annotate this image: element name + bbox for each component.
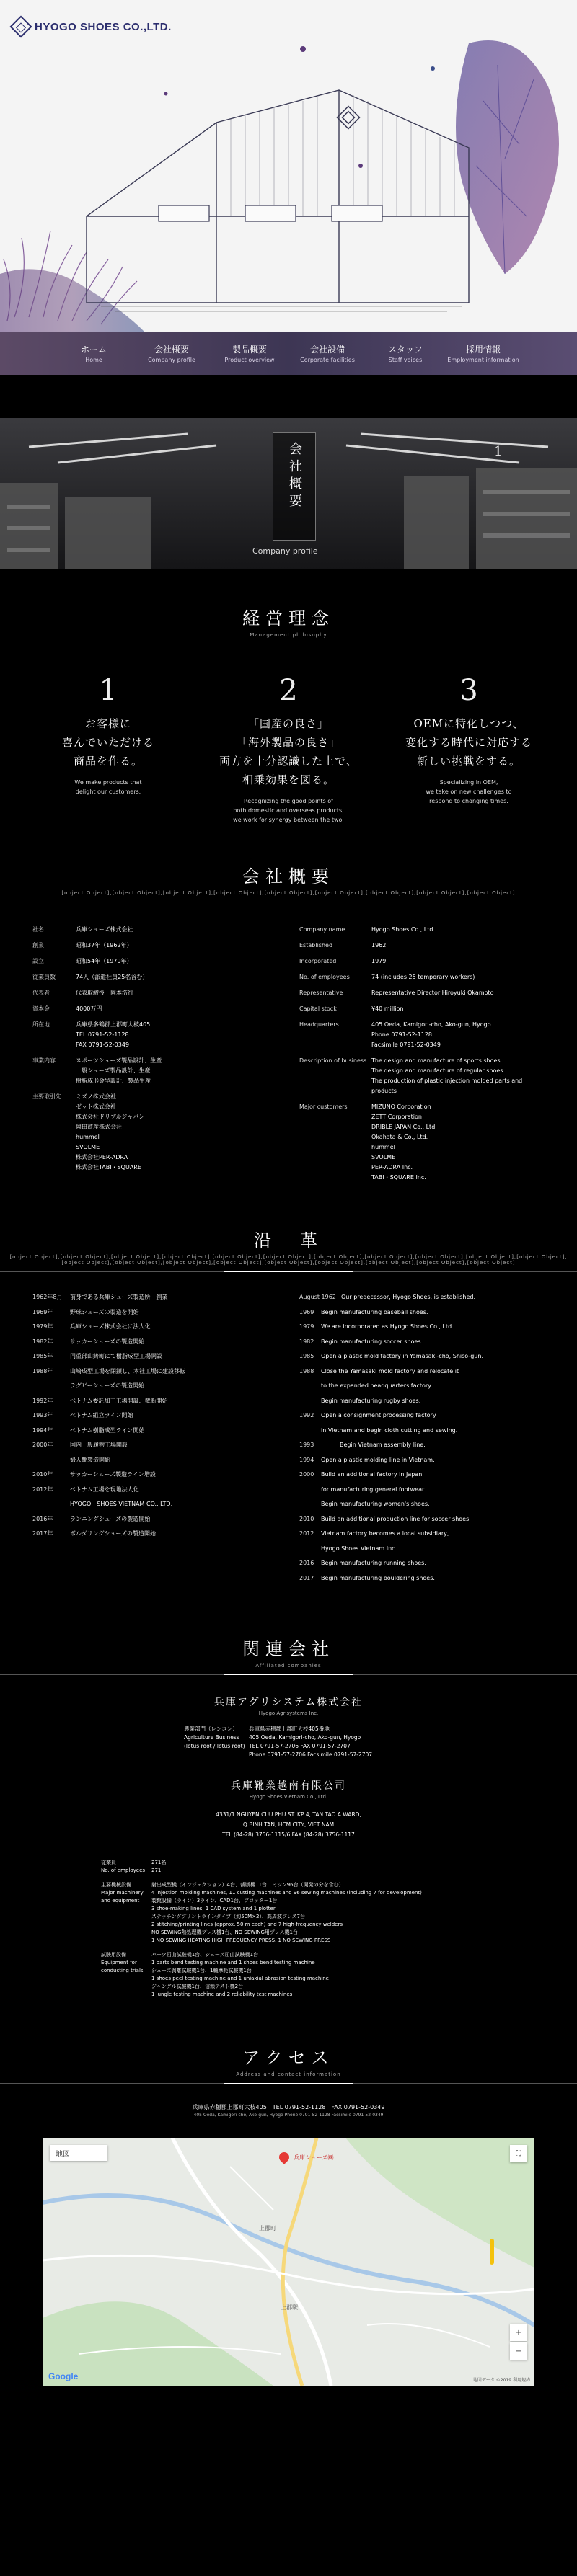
history-row-label: 1988年 <box>32 1367 53 1374</box>
logo-text: HYOGO SHOES CO.,LTD. <box>35 20 172 33</box>
map-credit: 地図データ ©2019 利用規約 <box>472 2378 530 2383</box>
history-row-en-value: Begin manufacturing running shoes. <box>321 1560 426 1566</box>
banner-title: 会社概要 <box>287 442 302 511</box>
history-row-label: 2012年 <box>32 1485 53 1493</box>
history-row <box>32 1529 278 1538</box>
overview-row <box>32 988 278 998</box>
history-row-en <box>299 1529 545 1538</box>
history-row-en-value: Open a plastic molding line in Vietnam. <box>321 1456 435 1463</box>
overview-row-en-label: No. of employees <box>299 974 350 980</box>
history-english <box>299 1293 545 1589</box>
history-row-en-value: Open a consignment processing factory <box>321 1412 436 1418</box>
history-row-en-value: in Vietnam and begin cloth cutting and sewing. <box>321 1426 458 1434</box>
history-row-label: 1962年8月 <box>32 1294 63 1300</box>
overview-row-en-label: Description of business <box>299 1057 367 1064</box>
history-row-en-value: Begin manufacturing rugby shoes. <box>321 1397 421 1404</box>
overview-row-label: 所在地 <box>32 1021 50 1028</box>
history-row-en-value: Begin manufacturing women's shoes. <box>321 1501 430 1507</box>
item-text: お客様に 喜んでいただける 商品を作る。 <box>61 717 154 768</box>
history-row-en-value: Build an additional factory in Japan <box>321 1471 423 1478</box>
history-row-value: 前身である兵庫シューズ製造所 創業 <box>70 1294 168 1300</box>
history-row-en-label: 1969 <box>299 1308 314 1315</box>
history-row-en-label: 2017 <box>299 1574 314 1581</box>
affiliated-section <box>0 1635 577 1999</box>
plus-icon: + <box>515 2328 522 2337</box>
history-row-en-value: Begin manufacturing soccer shoes. <box>321 1338 423 1345</box>
affiliate-name-en: Hyogo Agrisystems Inc. <box>258 1710 319 1716</box>
overview-row-label: 従業員数 <box>32 974 56 980</box>
map-town-label: 上郡町 <box>259 2225 276 2231</box>
zoom-out-button[interactable] <box>510 2342 527 2360</box>
history-section <box>0 1226 577 1589</box>
philosophy-heading <box>0 604 577 645</box>
history-row <box>32 1308 278 1317</box>
philosophy-section <box>0 604 577 825</box>
fullscreen-icon: ⛶ <box>516 2149 521 2158</box>
history-row-value: ベトナム組立ライン開始 <box>70 1412 133 1418</box>
history-row-value: ボルダリングシューズの製造開始 <box>70 1530 156 1537</box>
history-row-en <box>299 1545 545 1553</box>
nav-staff-voices[interactable]: スタッフ Staff voices <box>387 345 423 363</box>
nav-home[interactable]: ホーム Home <box>80 345 107 363</box>
history-row-en <box>299 1323 545 1331</box>
history-row-en-label <box>299 1500 321 1509</box>
history-row <box>32 1367 278 1376</box>
history-row-value: 野球シューズの製造を開始 <box>70 1308 139 1315</box>
philosophy-item <box>389 674 548 825</box>
history-row-en-value: for manufacturing general footwear. <box>321 1485 426 1493</box>
history-row-en-label: 1992 <box>299 1412 314 1418</box>
overview-row-label: 設立 <box>32 958 44 964</box>
item-number: 1 <box>99 674 118 707</box>
facility-row-value: 271名 271 <box>151 1860 167 1873</box>
overview-row-en-value: Representative Director Hiroyuki Okamoto <box>371 990 494 996</box>
factory-illustration <box>0 0 577 332</box>
overview-row-en <box>299 1020 545 1050</box>
history-row-label <box>32 1500 70 1509</box>
facility-row-value: 射出成型機（インジェクション）4台、裁断機11台、ミシン96台（開発の分を含む） 4 injection molding machines, 11 cutting machines and 96 sewing machines (including 7 for development) 製靴設備（ライン）3ライン、CAD1台、プロッター1台 3 shoe-making lines, 1 CAD system and 1 plotter ステッチングプリントラインタイプ（約50M×2）、高周波プレス7台 2 stitching/printing lines (approx. 50 m each) and 7 high-frequency welders NO SEWING熱処理機プレス機1台、NO SEWING用プレス機1台 1 NO SEWING HEATING HIGH FREQUENCY PRESS, 1 NO SEWING PRESS <box>151 1882 422 1943</box>
section-subtitle: Address and contact information <box>236 2071 341 2077</box>
overview-row-en-label: Headquarters <box>299 1021 339 1028</box>
affiliate-agrisystem <box>0 1695 577 1759</box>
history-row-en <box>299 1293 545 1302</box>
item-number: 2 <box>279 674 298 707</box>
overview-row-en <box>299 972 545 982</box>
overview-row <box>32 972 278 982</box>
history-row-label: 2000年 <box>32 1442 53 1448</box>
item-english: Specializing in OEM, we take on new challenges to respond to changing times. <box>426 779 512 804</box>
overview-japanese <box>32 925 278 1189</box>
overview-row-en-label: Capital stock <box>299 1005 337 1012</box>
overview-row-en-value: Hyogo Shoes Co., Ltd. <box>371 926 436 933</box>
history-row-label: 1993年 <box>32 1412 53 1418</box>
history-row <box>32 1456 278 1465</box>
history-row-value: サッカーシューズ製造ライン増設 <box>70 1471 156 1478</box>
hero <box>0 0 577 332</box>
history-row-value: ベトナム委託加工工場開設、裁断開始 <box>70 1397 168 1404</box>
access-heading <box>0 2043 577 2084</box>
facility-row <box>101 1881 476 1945</box>
history-row <box>32 1397 278 1405</box>
history-row-en-label <box>299 1426 321 1435</box>
history-row <box>32 1500 278 1509</box>
overview-row-en-value: 1979 <box>371 958 387 964</box>
overview-row-en-value: 405 Oeda, Kamigori-cho, Ako-gun, Hyogo Phone 0791-52-1128 Facsimile 0791-52-0349 <box>371 1021 491 1048</box>
overview-row-label: 事業内容 <box>32 1057 56 1064</box>
nav-employment[interactable]: 採用情報 Employment information <box>447 345 519 363</box>
history-row-en <box>299 1485 545 1494</box>
facilities-table <box>101 1859 476 1999</box>
history-row-en <box>299 1338 545 1346</box>
history-row-en-label: 1982 <box>299 1338 314 1345</box>
overview-row <box>32 941 278 951</box>
overview-row-label: 代表者 <box>32 990 50 996</box>
minus-icon: − <box>515 2347 522 2355</box>
overview-row-en <box>299 988 545 998</box>
affiliate-business: 農業部門（レンコン） Agriculture Business (lotus root / lotus root) <box>184 1726 245 1749</box>
overview-row <box>32 1004 278 1014</box>
overview-row-en <box>299 1102 545 1183</box>
history-row-en <box>299 1456 545 1465</box>
history-heading <box>0 1226 577 1273</box>
history-row <box>32 1411 278 1420</box>
history-row-value: ラグビーシューズの製造開始 <box>70 1382 144 1389</box>
overview-row-en <box>299 956 545 967</box>
overview-row-value: 兵庫シューズ株式会社 <box>76 926 133 933</box>
section-subtitle: [object Object],[object Object],[object Object],[object Object],[object Object],[object Object],[object Object],[object Object],[object Object],[object Object],[object Object],[object Object],[object Object],[object Object],[object Object],[object Object],[object Object],[object Object],[object Object],[object Object] <box>9 1254 568 1266</box>
history-row-en-value: Our predecessor, Hyogo Shoes, is established. <box>341 1294 475 1300</box>
item-english: We make products that delight our customers. <box>74 779 142 795</box>
overview-row-en-value: 74 (includes 25 temporary workers) <box>371 974 475 980</box>
item-text: 「国産の良さ」 「海外製品の良さ」 両方を十分認識した上で、 相乗効果を図る。 <box>219 717 358 786</box>
history-row-en-value: Begin Vietnam assembly line. <box>340 1442 426 1448</box>
access-section <box>0 2043 577 2417</box>
history-row-en-label: 2010 <box>299 1515 314 1522</box>
main-nav <box>0 332 577 375</box>
overview-row-en-label: Incorporated <box>299 958 337 964</box>
history-row-en-label: August 1962 <box>299 1294 336 1300</box>
affiliate-address: 4331/1 NGUYEN CUU PHU ST. KP 4, TAN TAO A WARD, Q BINH TAN, HCM CITY, VIET NAM TEL (84-28) 3756-1115/6 FAX (84-28) 3756-1117 <box>216 1811 361 1838</box>
banner-subtitle: Company profile <box>252 546 318 556</box>
map-pin-label: 兵庫シューズ㈱ <box>294 2154 334 2161</box>
section-subtitle: Affiliated companies <box>255 1663 322 1669</box>
overview-row <box>32 1056 278 1086</box>
history-row-value: 兵庫シューズ株式会社に法人化 <box>70 1323 151 1330</box>
history-row-en-label: 2000 <box>299 1471 314 1478</box>
history-row-en <box>299 1500 545 1509</box>
history-row-value: 山崎成型工場を閉鎖し、本社工場に建設移転 <box>70 1367 185 1374</box>
history-row-value: ベトナム樹脂成型ライン開始 <box>70 1426 145 1434</box>
history-row-en-value: We are incorporated as Hyogo Shoes Co., Ltd. <box>321 1323 454 1330</box>
overview-row-en-value: MIZUNO Corporation ZETT Corporation DRIBLE JAPAN Co., Ltd. Okahata & Co., Ltd. hummel SVOLME PER-ADRA Inc. TABI・SQUARE Inc. <box>371 1103 437 1181</box>
history-row-en-value: Open a plastic mold factory in Yamasaki-cho, Shiso-gun. <box>321 1353 483 1359</box>
banner-title-box <box>273 432 316 541</box>
overview-row-en <box>299 925 545 935</box>
history-row <box>32 1441 278 1449</box>
history-row-value: サッカーシューズの製造開始 <box>70 1338 145 1345</box>
overview-english <box>299 925 545 1189</box>
overview-row-value: 74人（派遣社員25名含む） <box>76 974 149 980</box>
overview-row <box>32 956 278 967</box>
history-row-value: ランニングシューズの製造開始 <box>70 1515 151 1522</box>
google-logo: Google <box>48 2371 79 2381</box>
facility-row-label: 試験用設備 Equipment for conducting trials <box>101 1952 144 1973</box>
history-row-en <box>299 1367 545 1376</box>
overview-row-value: ミズノ株式会社 ゼット株式会社 株式会社ドリブルジャパン 岡田商産株式会社 hummel SVOLME 株式会社PER-ADRA 株式会社TABI・SQUARE <box>76 1093 145 1171</box>
history-row-en <box>299 1308 545 1317</box>
factory-photo-banner <box>0 418 577 569</box>
history-row-en-value: Vietnam factory becomes a local subsidiary, <box>321 1530 449 1537</box>
affiliate-name: 兵庫アグリシステム株式会社 <box>213 1697 364 1708</box>
history-row-en-label <box>299 1397 321 1405</box>
section-title: 経営理念 <box>242 608 335 629</box>
company-overview-section <box>0 862 577 1189</box>
overview-row-value: スポーツシューズ製品設計、生産 一般シューズ製品設計、生産 樹脂成形金型設計、製品生産 <box>76 1057 162 1084</box>
overview-heading <box>0 862 577 903</box>
item-text: OEMに特化しつつ、 変化する時代に対応する 新しい挑戦をする。 <box>405 717 532 768</box>
section-title: 会社概要 <box>242 866 335 887</box>
history-row <box>32 1338 278 1346</box>
section-title: アクセス <box>242 2048 335 2068</box>
history-row-en-value: to the expanded headquarters factory. <box>321 1382 433 1389</box>
nav-company-profile[interactable]: 会社概要 Company profile <box>148 345 195 363</box>
section-title: 関連会社 <box>242 1639 335 1659</box>
overview-row-value: 4000万円 <box>76 1005 102 1012</box>
map-canvas[interactable] <box>43 2138 534 2386</box>
history-row <box>32 1485 278 1494</box>
history-row <box>32 1426 278 1435</box>
history-row-en-label: 1994 <box>299 1456 314 1463</box>
affiliate-vietnam <box>0 1778 577 1840</box>
history-row-value: 円重部山鋳町にて樹脂成型工場開設 <box>70 1353 162 1359</box>
history-row-en-value: Close the Yamasaki mold factory and relocate it <box>321 1367 459 1374</box>
history-row-en-label: 1979 <box>299 1323 314 1330</box>
overview-row-en-label: Representative <box>299 990 343 996</box>
history-row-label <box>32 1382 70 1390</box>
overview-row-value: 昭和54年（1979年） <box>76 958 133 964</box>
history-row-en-label: 1988 <box>299 1367 314 1374</box>
section-subtitle: [object Object],[object Object],[object Object],[object Object],[object Object],[object Object],[object Object],[object Object],[object Object] <box>61 890 516 896</box>
overview-row-en <box>299 1004 545 1014</box>
history-row-en-label: 1993 <box>299 1442 314 1448</box>
map-type-button[interactable]: 地図 <box>50 2145 107 2161</box>
history-row-label: 1994年 <box>32 1426 53 1434</box>
item-number: 3 <box>459 674 478 707</box>
overview-row-en-label: Established <box>299 942 333 949</box>
history-japanese <box>32 1293 278 1589</box>
overview-row-value: 代表取締役 岡本浩行 <box>76 990 133 996</box>
history-row-label <box>32 1456 70 1465</box>
history-row <box>32 1382 278 1390</box>
divider-accent <box>224 1271 353 1272</box>
history-row-en-value: Begin manufacturing bouldering shoes. <box>321 1574 435 1581</box>
page-bottom-spacer <box>0 2386 577 2417</box>
history-row-value: 婦人靴製造開始 <box>70 1456 110 1463</box>
history-row-value: ベトナム工場を現地法人化 <box>70 1485 139 1493</box>
history-row-en <box>299 1574 545 1583</box>
history-row-en <box>299 1397 545 1405</box>
divider-accent <box>224 2083 353 2084</box>
history-row-label: 1985年 <box>32 1353 53 1359</box>
overview-row-en-label: Major customers <box>299 1103 348 1110</box>
google-map[interactable] <box>43 2138 534 2386</box>
philosophy-item <box>209 674 368 825</box>
overview-row-value: 兵庫県多鶴郡上郡町大枝405 TEL 0791-52-1128 FAX 0791-52-0349 <box>76 1021 151 1048</box>
nav-corporate-facilities[interactable]: 会社設備 Corporate facilities <box>300 345 355 363</box>
history-row-en <box>299 1470 545 1479</box>
history-row <box>32 1293 278 1302</box>
overview-row-en-value: 1962 <box>371 942 387 949</box>
history-row-label: 1979年 <box>32 1323 53 1330</box>
map-station-label: 上郡駅 <box>281 2304 298 2311</box>
divider-accent <box>224 1674 353 1675</box>
item-english: Recognizing the good points of both domestic and overseas products, we work for synergy between the two. <box>233 798 344 823</box>
overview-row-label: 資本金 <box>32 1005 50 1012</box>
history-row-label: 1982年 <box>32 1338 53 1345</box>
history-row-label: 1992年 <box>32 1397 53 1404</box>
overview-row-label: 社名 <box>32 926 44 933</box>
history-row-en-label <box>299 1485 321 1494</box>
history-row-en <box>299 1426 545 1435</box>
history-row-en-value: Build an additional production line for soccer shoes. <box>321 1515 471 1522</box>
affiliated-heading <box>0 1635 577 1676</box>
history-row-en <box>299 1352 545 1361</box>
history-row-en <box>299 1559 545 1568</box>
zoom-in-button[interactable] <box>510 2324 527 2341</box>
history-row <box>32 1515 278 1524</box>
history-row-value: HYOGO SHOES VIETNAM CO., LTD. <box>70 1501 173 1507</box>
facility-row-value: バーツ屈曲試験機1台、シューズ屈曲試験機1台 1 parts bend testing machine and 1 shoes bend testing machine シューズ剥離試験機1台、1軸摩耗試験機1台 1 shoes peel testing machine and 1 uniaxial abrasion testing machine ジャングル試験機1台、信頼テスト機2台 1 jungle testing machine and 2 reliability test machines <box>151 1952 329 1997</box>
history-row-label: 2016年 <box>32 1515 53 1522</box>
overview-row <box>32 1092 278 1173</box>
history-row-label: 2017年 <box>32 1530 53 1537</box>
facility-row <box>101 1859 476 1875</box>
history-row-en-label: 2016 <box>299 1560 314 1566</box>
history-row-label: 2010年 <box>32 1471 53 1478</box>
overview-row <box>32 925 278 935</box>
history-row-en <box>299 1441 545 1449</box>
history-row-en-label: 2012 <box>299 1530 314 1537</box>
affiliate-name: 兵庫靴業越南有限公司 <box>231 1780 346 1792</box>
overview-row-en <box>299 1056 545 1096</box>
history-row-en-value: Hyogo Shoes Vietnam Inc. <box>321 1545 397 1552</box>
access-address-en: 405 Oeda, Kamigori-cho, Ako-gun, Hyogo Phone 0791-52-1128 Facsimile 0791-52-0349 <box>193 2113 384 2118</box>
fullscreen-button[interactable] <box>510 2145 527 2162</box>
history-row <box>32 1470 278 1479</box>
facility-row <box>101 1951 476 1999</box>
history-row <box>32 1323 278 1331</box>
banner-number: 1 <box>494 444 503 459</box>
philosophy-item <box>29 674 188 825</box>
section-subtitle: Management philosophy <box>250 632 327 638</box>
overview-row-en-value: ¥40 million <box>371 1005 404 1012</box>
overview-row-value: 昭和37年（1962年） <box>76 942 133 949</box>
facility-row-label: 従業員 No. of employees <box>101 1860 146 1873</box>
access-address: 兵庫県赤穂郡上郡町大枝405 TEL 0791-52-1128 FAX 0791-52-0349 <box>192 2104 385 2110</box>
overview-row-en-label: Company name <box>299 926 345 933</box>
history-row-en <box>299 1515 545 1524</box>
overview-row-en <box>299 941 545 951</box>
overview-row <box>32 1020 278 1050</box>
history-row-en-label <box>299 1382 321 1390</box>
overview-row-en-value: The design and manufacture of sports shoes The design and manufacture of regular shoes The production of plastic injection molded parts and products <box>371 1057 523 1094</box>
history-row-label: 1969年 <box>32 1308 53 1315</box>
facility-row-label: 主要機械設備 Major machinery and equipment <box>101 1882 144 1904</box>
history-row-en-label <box>299 1545 321 1553</box>
history-row <box>32 1352 278 1361</box>
nav-product-overview[interactable]: 製品概要 Product overview <box>224 345 275 363</box>
history-row-en <box>299 1382 545 1390</box>
overview-row-label: 創業 <box>32 942 44 949</box>
affiliate-address: 兵庫県赤穂郡上郡町大枝405番地 405 Oeda, Kamigori-cho, Ako-gun, Hyogo TEL 0791-57-2706 FAX 0791-57-2707 Phone 0791-57-2706 Facsimile 0791-57-2707 <box>249 1726 373 1758</box>
history-row-en-value: Begin manufacturing baseball shoes. <box>321 1308 428 1315</box>
affiliate-name-en: Hyogo Shoes Vietnam Co., Ltd. <box>249 1794 328 1800</box>
overview-row-label: 主要取引先 <box>32 1093 61 1100</box>
history-row-en <box>299 1411 545 1420</box>
history-row-value: 国内一般履物工場開設 <box>70 1442 128 1448</box>
history-row-en-label: 1985 <box>299 1353 314 1359</box>
section-title: 沿 革 <box>254 1230 323 1251</box>
